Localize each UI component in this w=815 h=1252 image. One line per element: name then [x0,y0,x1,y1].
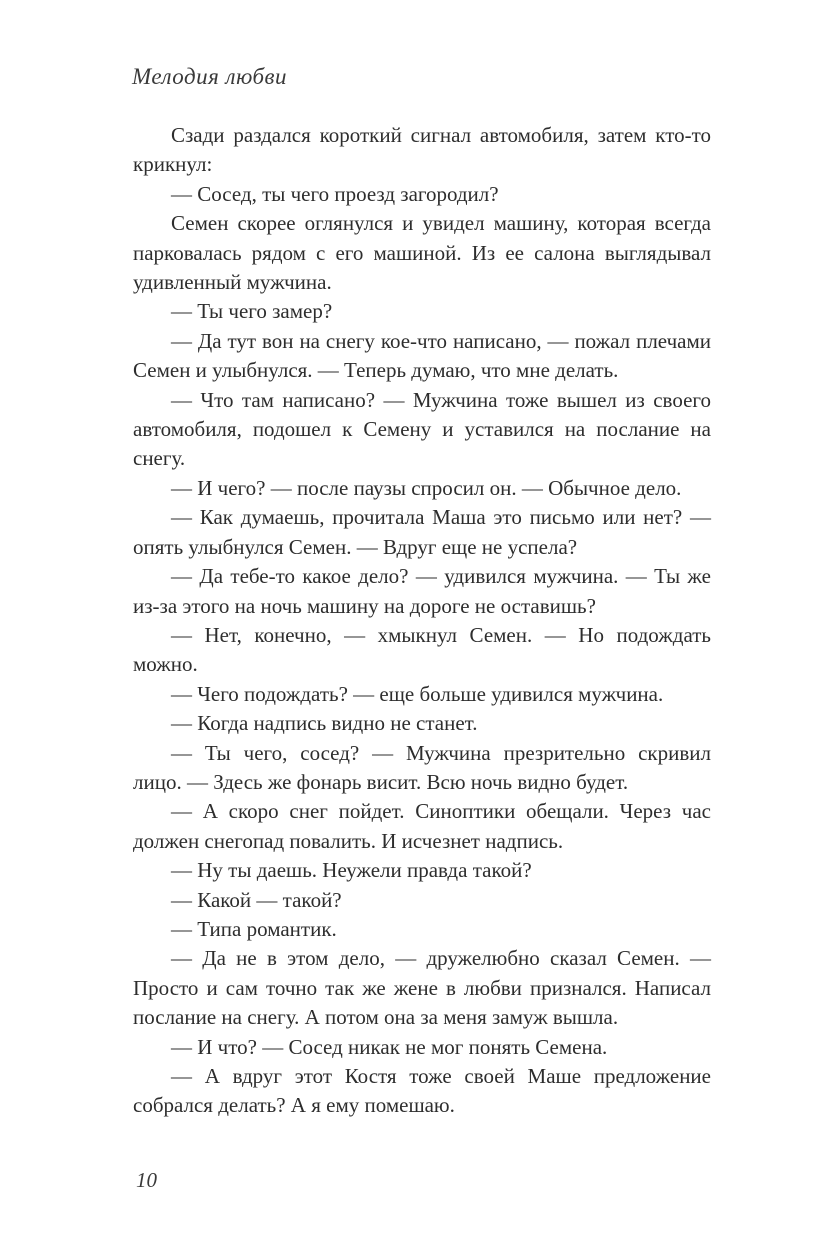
paragraph: — Ну ты даешь. Неужели правда такой? [171,858,532,883]
paragraph: — А вдруг этот Костя тоже своей Маше предложение собрался делать? А я ему помешаю. [133,1064,711,1118]
paragraph: — А скоро снег пойдет. Синоптики обещали. Через час должен снегопад повалить. И исчезнет надпись. [133,799,711,853]
paragraph: Семен скорее оглянулся и увидел машину, которая всегда парковалась рядом с его машиной. Из ее салона выглядывал удивленный мужчина. [133,211,711,295]
paragraph: Сзади раздался короткий сигнал автомобиля, затем кто-то крикнул: [133,123,711,177]
paragraph: — И чего? — после паузы спросил он. — Обычное дело. [171,475,682,500]
paragraph: — Как думаешь, прочитала Маша это письмо или нет? — опять улыбнулся Семен. — Вдруг еще не успела? [133,505,711,559]
paragraph: — Сосед, ты чего проезд загородил? [171,181,499,206]
paragraph: — Да тебе-то какое дело? — удивился мужчина. — Ты же из-за этого на ночь машину на дороге не оставишь? [133,564,711,618]
paragraph: — Что там написано? — Мужчина тоже вышел из своего автомобиля, подошел к Семену и уставился на послание на снегу. [133,387,711,471]
paragraph: — Когда надпись видно не станет. [171,711,478,736]
paragraph: — Чего подождать? — еще больше удивился мужчина. [171,681,664,706]
page-body [133,121,711,1121]
paragraph: — Ты чего, сосед? — Мужчина презрительно скривил лицо. — Здесь же фонарь висит. Всю ночь видно будет. [133,740,711,794]
paragraph: — Да не в этом дело, — дружелюбно сказал Семен. — Просто и сам точно так же жене в любви признался. Написал послание на снегу. А потом она за меня замуж вышла. [133,946,711,1030]
paragraph: — Да тут вон на снегу кое-что написано, — пожал плечами Семен и улыбнулся. — Теперь думаю, что мне делать. [133,328,711,383]
paragraph: — Какой — такой? [171,887,342,912]
paragraph: — Нет, конечно, — хмыкнул Семен. — Но подождать можно. [133,622,711,677]
page-number: 10 [136,1168,157,1192]
running-header: Мелодия любви [132,64,288,89]
paragraph: — Ты чего замер? [171,299,333,324]
paragraph: — И что? — Сосед никак не мог понять Семена. [171,1034,608,1059]
paragraph: — Типа романтик. [171,916,337,941]
